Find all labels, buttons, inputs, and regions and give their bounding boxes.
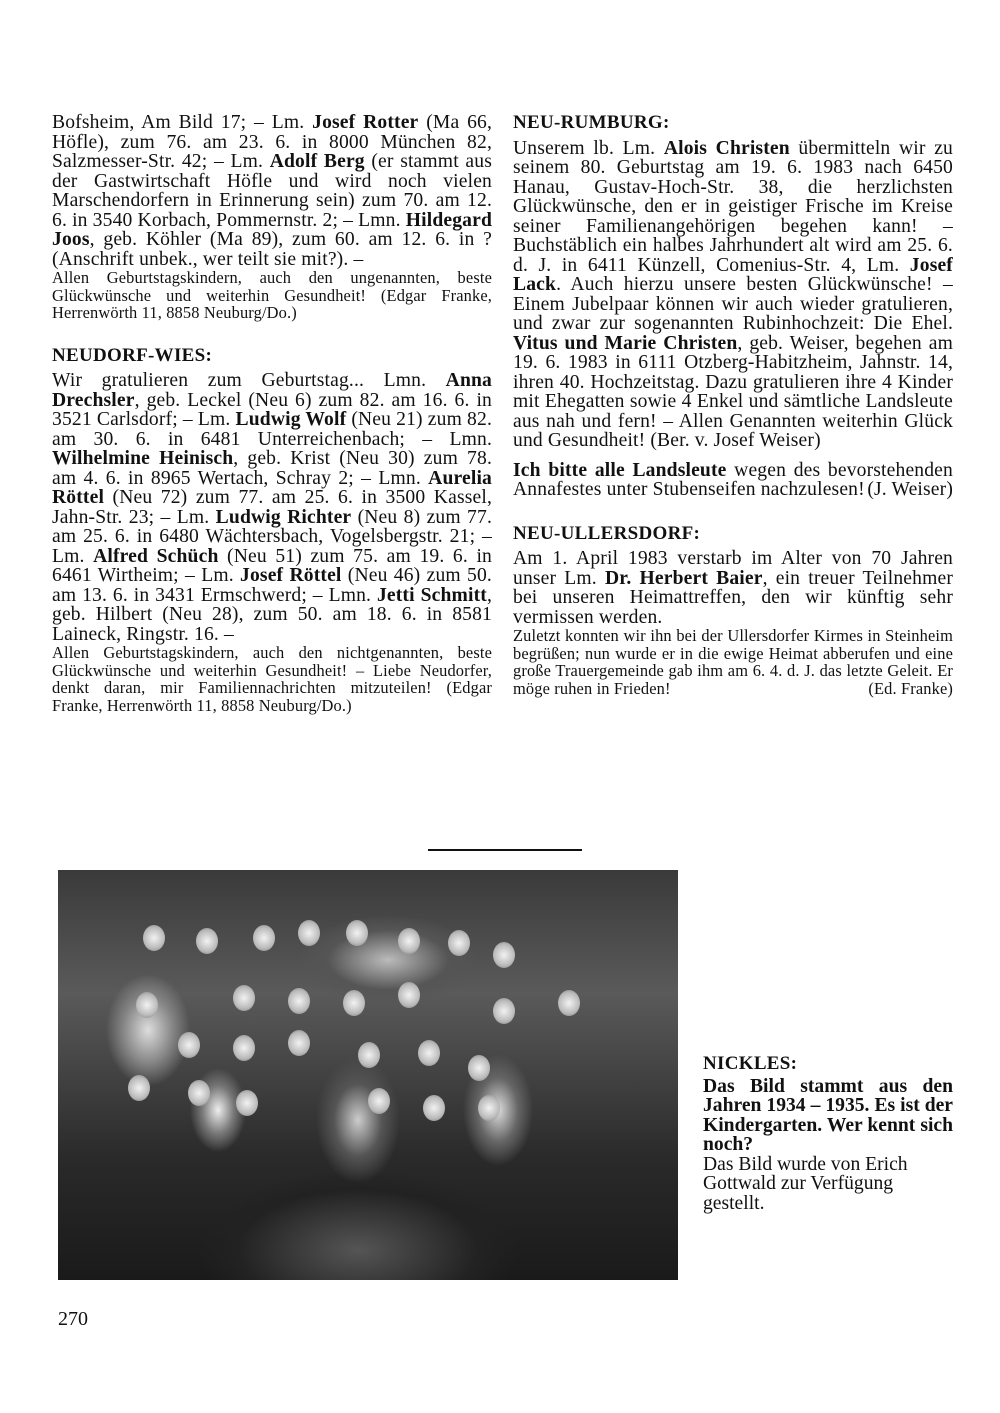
bold-name: Hildegard Joos xyxy=(52,209,492,250)
caption-text: Das Bild wurde von Erich Gottwald zur Verfügung gestellt. xyxy=(703,1153,908,1214)
paragraph xyxy=(52,269,492,322)
section-heading xyxy=(513,113,953,133)
right-column xyxy=(513,113,953,697)
spacer xyxy=(513,500,953,524)
paragraph xyxy=(513,461,953,500)
text-run: (Neu 21) zum 82. am 30. 6. in 6481 Unterreichenbach; – Lmn. xyxy=(52,409,492,450)
text-run: (er stammt aus der Gastwirtschaft Höfle und wird noch vielen Marschendorfern in Erinnerung sein) zum 70. am 12. 6. in 3540 Korbach, Pommernstr. 2; – Lmn. xyxy=(52,151,492,231)
paragraph xyxy=(513,627,953,697)
signature: (J. Weiser) xyxy=(867,479,953,500)
paragraph xyxy=(513,549,953,627)
text-run: Allen Geburtstagskindern, auch den ungenannten, beste Glückwünsche und weiterhin Gesundheit! (Edgar Franke, Herrenwörth 11, 8858 Neuburg/Do.) xyxy=(52,268,492,323)
bold-name: Wilhelmine Heinisch xyxy=(52,448,234,470)
bold-name: Dr. Herbert Baier xyxy=(604,567,763,589)
text-run: Zuletzt konnten wir ihn bei der Ullersdorfer Kirmes in Steinheim begrüßen; nun wurde er in die ewige Heimat abberufen und eine große Trauergemeinde gab ihm am 6. 4. d. J. das letzte Geleit. Er möge ruhen in Frieden! xyxy=(513,626,953,698)
text-run: NEU-ULLERSDORF: xyxy=(513,522,701,544)
signature: (Ed. Franke) xyxy=(868,678,953,698)
section-heading xyxy=(52,346,492,366)
bold-name: Anna Drechsler xyxy=(52,370,492,411)
text-run: übermitteln wir zu seinem 80. Geburtstag am 19. 6. 1983 nach 6450 Hanau, Gustav-Hoch-Str. 38, die herzlichsten Glückwünsche, den er in geistiger Frische im Kreise seiner Familienangehörigen begehen kann! – Buchstäblich ein halbes Jahrhundert alt wird am 25. 6. d. J. in 6411 Künzell, Comenius-Str. 4, Lm. xyxy=(513,137,953,276)
bold-name: Vitus und Marie Christen xyxy=(513,332,738,354)
text-run: , ein treuer Teilnehmer bei unseren Heimattreffen, den wir künftig sehr vermissen werden. xyxy=(513,567,953,628)
bold-name: Ludwig Richter xyxy=(215,506,352,528)
bold-name: Ich bitte alle Landsleute xyxy=(513,459,727,481)
text-run: Unserem lb. Lm. xyxy=(513,137,664,159)
kindergarten-group-photo xyxy=(58,870,678,1280)
text-run: , geb. Leckel (Neu 6) zum 82. am 16. 6. in 3521 Carlsdorf; – Lm. xyxy=(52,389,492,431)
bold-name: Adolf Berg xyxy=(269,151,365,172)
text-run: Bofsheim, Am Bild 17; – Lm. xyxy=(52,112,313,133)
bold-name: Alois Christen xyxy=(663,137,790,159)
section-heading xyxy=(513,524,953,544)
bold-name: Jetti Schmitt xyxy=(376,584,487,606)
text-run: wegen des bevorstehenden Annafestes unter Stubenseifen nachzulesen! xyxy=(513,459,953,500)
page-number: 270 xyxy=(58,1308,88,1330)
text-run: (Neu 46) zum 50. am 13. 6. in 3431 Ermschwerd; – Lmn. xyxy=(52,565,492,606)
text-run: Wir gratulieren zum Geburtstag... Lmn. xyxy=(52,370,446,392)
photo-caption xyxy=(703,1054,953,1213)
bold-name: Alfred Schüch xyxy=(93,545,219,567)
text-run: (Ma 66, Höfle), zum 76. am 23. 6. in 8000 München 82, Salzmesser-Str. 42; – Lm. xyxy=(52,112,493,172)
bold-name: Aurelia Röttel xyxy=(52,467,492,509)
caption-bold-text: Das Bild stammt aus den Jahren 1934 – 1935. Es ist der Kindergarten. Wer kennt sich noch? xyxy=(703,1075,953,1155)
paragraph xyxy=(52,644,492,714)
text-run: NEUDORF-WIES: xyxy=(52,344,213,366)
text-run: (Neu 8) zum 77. am 25. 6. in 6480 Wächtersbach, Vogelsbergstr. 21; – Lm. xyxy=(52,506,492,567)
text-run: (Neu 72) zum 77. am 25. 6. in 3500 Kassel, Jahn-Str. 23; – Lm. xyxy=(52,487,492,528)
text-run: , geb. Krist (Neu 30) zum 78. am 4. 6. in 8965 Wertach, Schray 2; – Lmn. xyxy=(52,448,492,489)
bold-name: Josef Lack xyxy=(513,254,953,295)
text-run: Am 1. April 1983 verstarb im Alter von 70 Jahren unser Lm. xyxy=(513,548,953,589)
text-run: , geb. Weiser, begehen am 19. 6. 1983 in 6111 Otzberg-Habitzheim, Jahnstr. 14, ihren 40. Hochzeitstag. Dazu gratulieren ihre 4 Kinder mit Ehegatten sowie 4 Enkel und sämtliche Landsleute aus nah und fern! – Allen Genannten weiterhin Glück und Gesundheit! (Ber. v. Josef Weiser) xyxy=(513,332,953,451)
caption-heading: NICKLES: xyxy=(703,1053,798,1074)
text-run: NEU-RUMBURG: xyxy=(513,112,670,133)
paragraph xyxy=(513,139,953,451)
text-run: , geb. Köhler (Ma 89), zum 60. am 12. 6. in ? (Anschrift unbek., wer teilt sie mit?). – xyxy=(52,229,492,270)
text-run: . Auch hierzu unsere besten Glückwünsche! – Einem Jubelpaar können wir auch wieder gratulieren, und zwar zur sogenannten Rubinhochzeit: Die Ehel. xyxy=(513,274,953,334)
spacer xyxy=(52,322,492,346)
paragraph xyxy=(52,371,492,644)
divider-rule xyxy=(428,849,582,851)
paragraph xyxy=(52,113,492,269)
left-column xyxy=(52,113,492,715)
text-run: (Neu 51) zum 75. am 19. 6. in 6461 Wirtheim; – Lm. xyxy=(52,545,493,587)
text-run: Allen Geburtstagskindern, auch den nichtgenannten, beste Glückwünsche und weiterhin Gesundheit! – Liebe Neudorfer, denkt daran, mir Familiennachrichten mitzuteilen! (Edgar Franke, Herrenwörth 11, 8858 Neuburg/Do.) xyxy=(52,643,492,716)
bold-name: Josef Röttel xyxy=(240,565,342,587)
bold-name: Ludwig Wolf xyxy=(235,409,347,431)
bold-name: Josef Rotter xyxy=(312,112,419,133)
text-run: , geb. Hilbert (Neu 28), zum 50. am 18. 6. in 8581 Laineck, Ringstr. 16. – xyxy=(52,584,492,645)
